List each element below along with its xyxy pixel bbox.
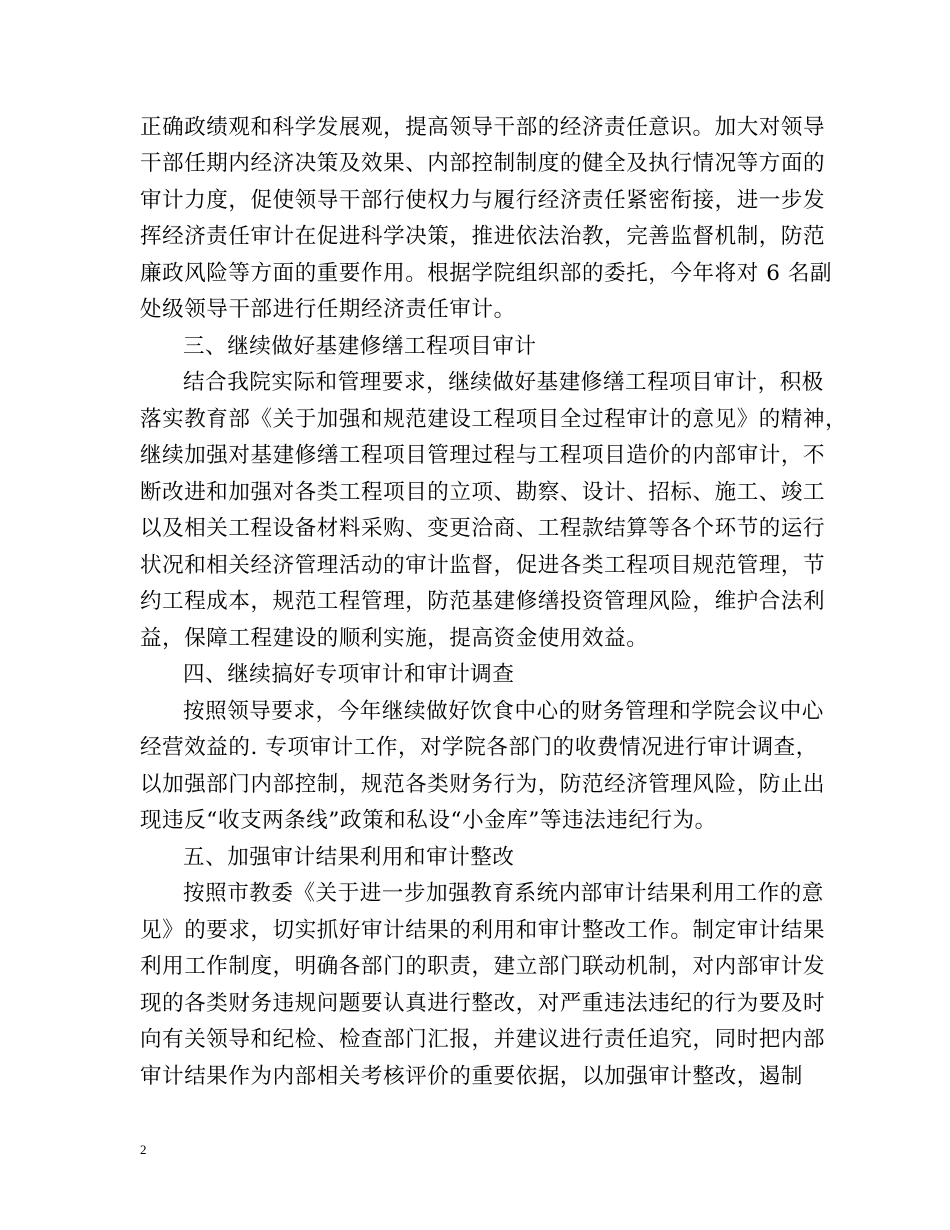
body-text-line: 益，保障工程建设的顺利实施，提高资金使用效益。: [140, 626, 649, 651]
body-text-line: 利用工作制度，明确各部门的职责，建立部门联动机制，对内部审计发: [140, 954, 826, 979]
body-text-line: 断改进和加强对各类工程项目的立项、勘察、设计、招标、施工、竣工: [140, 480, 826, 505]
section-heading: 四、继续搞好专项审计和审计调查: [183, 662, 515, 687]
body-text-line: 以及相关工程设备材料采购、变更洽商、工程款结算等各个环节的运行: [140, 516, 826, 541]
body-text-line: 状况和相关经济管理活动的审计监督，促进各类工程项目规范管理，节: [140, 553, 826, 578]
body-text-line: 以加强部门内部控制，规范各类财务行为，防范经济管理风险，防止出: [140, 772, 826, 797]
body-text-line: 继续加强对基建修缮工程项目管理过程与工程项目造价的内部审计，不: [140, 443, 826, 468]
body-text-line: 审计力度，促使领导干部行使权力与履行经济责任紧密衔接，进一步发: [140, 188, 826, 213]
body-text-line: 干部任期内经济决策及效果、内部控制制度的健全及执行情况等方面的: [140, 151, 826, 176]
body-text-line: 廉政风险等方面的重要作用。根据学院组织部的委托，今年将对 6 名副: [140, 261, 833, 286]
section-heading: 三、继续做好基建修缮工程项目审计: [183, 334, 537, 359]
body-text-line: 按照领导要求，今年继续做好饮食中心的财务管理和学院会议中心: [183, 699, 824, 724]
page-number: 2: [140, 1142, 147, 1157]
body-text-line: 经营效益的. 专项审计工作，对学院各部门的收费情况进行审计调查，: [140, 735, 818, 760]
body-text-line: 正确政绩观和科学发展观，提高领导干部的经济责任意识。加大对领导: [140, 115, 826, 140]
body-text-line: 挥经济责任审计在促进科学决策，推进依法治教，完善监督机制，防范: [140, 224, 826, 249]
body-text-line: 现的各类财务违规问题要认真进行整改，对严重违法违纪的行为要及时: [140, 991, 826, 1016]
body-text-line: 处级领导干部进行任期经济责任审计。: [140, 297, 516, 322]
body-text-line: 现违反“收支两条线”政策和私设“小金库”等违法违纪行为。: [140, 808, 717, 833]
body-text-line: 见》的要求，切实抓好审计结果的利用和审计整改工作。制定审计结果: [140, 918, 826, 943]
section-heading: 五、加强审计结果利用和审计整改: [183, 845, 515, 870]
body-text-line: 结合我院实际和管理要求，继续做好基建修缮工程项目审计，积极: [183, 370, 824, 395]
body-text-line: 按照市教委《关于进一步加强教育系统内部审计结果利用工作的意: [183, 881, 824, 906]
body-text-line: 审计结果作为内部相关考核评价的重要依据，以加强审计整改，遏制: [140, 1064, 804, 1089]
body-text-line: 约工程成本，规范工程管理，防范基建修缮投资管理风险，维护合法利: [140, 589, 826, 614]
body-text-line: 向有关领导和纪检、检查部门汇报，并建议进行责任追究，同时把内部: [140, 1027, 826, 1052]
body-text-line: 落实教育部《关于加强和规范建设工程项目全过程审计的意见》的精神，: [140, 407, 848, 432]
